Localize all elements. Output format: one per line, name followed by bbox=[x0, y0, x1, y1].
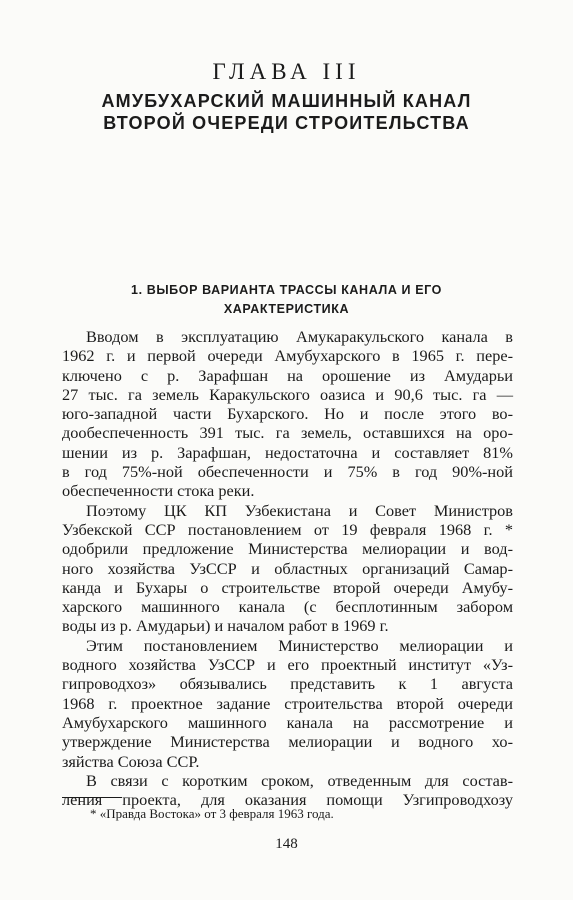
text-line: обеспеченности стока реки. bbox=[62, 481, 255, 501]
text-line: гипроводхоз» обязывались представить к 1 августа bbox=[62, 674, 513, 694]
text-line: 1968 г. проектное задание строительства второй очереди bbox=[62, 693, 513, 713]
text-line: дообеспеченность 391 тыс. га земель, оставшихся на оро- bbox=[62, 423, 513, 443]
text-line: ления проекта, для оказания помощи Узгипроводхозу bbox=[62, 790, 513, 810]
chapter-title-line: АМУБУХАРСКИЙ МАШИННЫЙ КАНАЛ bbox=[101, 91, 472, 111]
text-line: канда и Бухары о строительстве второй очереди Амубу- bbox=[62, 577, 513, 597]
text-line: шении из р. Зарафшан, недостаточна и составляет 81% bbox=[62, 442, 513, 462]
chapter-label: ГЛАВА III bbox=[212, 59, 361, 84]
section-title-line: ХАРАКТЕРИСТИКА bbox=[223, 302, 350, 316]
text-line: В связи с коротким сроком, отведенным для состав- bbox=[86, 770, 513, 790]
text-line: 1962 г. и первой очереди Амубухарского в 1965 г. пере- bbox=[62, 346, 513, 366]
chapter-title bbox=[0, 90, 573, 134]
text-line: харского машинного канала (с бесплотинным забором bbox=[62, 597, 513, 617]
text-line: Поэтому ЦК КП Узбекистана и Совет Министров bbox=[86, 500, 513, 520]
section-title bbox=[0, 281, 573, 319]
page-number: 148 bbox=[275, 836, 298, 852]
footnote-divider bbox=[62, 797, 122, 798]
text-line: Амубухарского машинного канала на рассмотрение и bbox=[62, 712, 513, 732]
text-line: одобрили предложение Министерства мелиорации и вод- bbox=[62, 539, 513, 559]
text-line: зяйства Союза ССР. bbox=[62, 751, 200, 771]
text-line: водного хозяйства УзССР и его проектный институт «Уз- bbox=[62, 655, 513, 675]
text-line: 27 тыс. га земель Каракульского оазиса и 90,6 тыс. га — bbox=[62, 384, 513, 404]
text-line: утверждение Министерства мелиорации и водного хо- bbox=[62, 732, 513, 752]
text-line: ключено с р. Зарафшан на орошение из Амударьи bbox=[62, 365, 513, 385]
footnote: * «Правда Востока» от 3 февраля 1963 года. bbox=[90, 806, 334, 821]
text-line: Узбекской ССР постановлением от 19 февраля 1968 г. * bbox=[62, 519, 513, 539]
text-line: в год 75%-ной обеспеченности и 75% в год 90%-ной bbox=[62, 462, 513, 482]
text-line: юго-западной части Бухарского. Но и после этого во- bbox=[62, 404, 513, 424]
text-line: Вводом в эксплуатацию Амукаракульского канала в bbox=[86, 327, 513, 346]
text-line: ного хозяйства УзССР и областных организаций Самар- bbox=[62, 558, 513, 578]
text-line: воды из р. Амударьи) и началом работ в 1969 г. bbox=[62, 616, 389, 636]
chapter-title-line: ВТОРОЙ ОЧЕРЕДИ СТРОИТЕЛЬСТВА bbox=[103, 113, 470, 133]
body-text bbox=[62, 327, 513, 809]
section-title-line: 1. ВЫБОР ВАРИАНТА ТРАССЫ КАНАЛА И ЕГО bbox=[131, 283, 442, 297]
text-line: Этим постановлением Министерство мелиорации и bbox=[86, 635, 513, 655]
